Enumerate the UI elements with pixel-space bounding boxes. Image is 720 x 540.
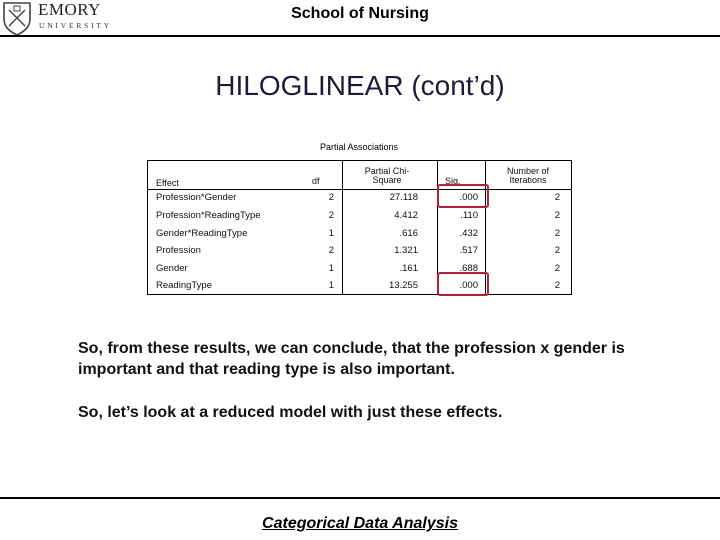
header-df: df [312, 176, 320, 186]
row-df: 2 [328, 192, 334, 203]
footer-course-title: Categorical Data Analysis [262, 515, 458, 532]
next-step-paragraph: So, let’s look at a reduced model with just these effects. [78, 404, 503, 421]
header-iterations-line1: Number of [506, 166, 550, 176]
row-sig: .110 [460, 210, 478, 221]
row-effect: Gender*ReadingType [156, 228, 248, 239]
row-sig: .432 [459, 228, 478, 239]
row-iterations: 2 [554, 263, 560, 274]
row-chi: 1.321 [394, 245, 418, 256]
header-chi-line2: Square [372, 175, 402, 185]
header-chi-line1: Partial Chi- [364, 166, 410, 176]
partial-associations-table [147, 142, 571, 294]
row-chi: 27.118 [389, 192, 418, 203]
row-iterations: 2 [554, 280, 560, 291]
table-grid [147, 160, 572, 295]
row-chi: 4.412 [394, 210, 418, 221]
logo-wordmark: EMORY [38, 0, 101, 19]
row-chi: .161 [399, 263, 418, 274]
row-chi: .616 [399, 228, 418, 239]
row-iterations: 2 [554, 245, 560, 256]
row-sig: .000 [459, 280, 478, 291]
row-sig: .000 [459, 192, 478, 203]
school-title: School of Nursing [291, 5, 429, 22]
row-df: 1 [328, 280, 334, 291]
header-effect: Effect [156, 178, 179, 188]
row-iterations: 2 [554, 210, 560, 221]
conclusion-paragraph: So, from these results, we can conclude, that the profession x gender is important and that reading type is also important. [78, 340, 625, 378]
table-caption: Partial Associations [319, 142, 399, 152]
row-chi: 13.255 [388, 280, 418, 291]
row-effect: Gender [156, 263, 188, 274]
row-effect: Profession*Gender [156, 192, 237, 203]
footer-divider [0, 497, 720, 499]
row-sig: .517 [459, 245, 478, 256]
row-iterations: 2 [554, 192, 560, 203]
row-effect: ReadingType [156, 280, 212, 291]
row-iterations: 2 [554, 228, 560, 239]
row-df: 1 [328, 263, 334, 274]
significance-highlight [437, 184, 489, 208]
header-divider-line [148, 189, 571, 190]
header-divider [0, 35, 720, 37]
row-sig: .688 [459, 263, 478, 274]
row-effect: Profession [156, 245, 201, 256]
header-sig: Sig. [445, 176, 461, 186]
row-effect: Profession*ReadingType [156, 210, 261, 221]
slide-title: HILOGLINEAR (cont’d) [215, 70, 505, 101]
header-iterations-line2: Iterations [509, 175, 547, 185]
logo-subtitle: UNIVERSITY [39, 21, 112, 30]
row-df: 1 [328, 228, 334, 239]
row-df: 2 [328, 210, 334, 221]
row-df: 2 [328, 245, 334, 256]
significance-highlight [437, 272, 489, 296]
column-divider [342, 161, 343, 294]
